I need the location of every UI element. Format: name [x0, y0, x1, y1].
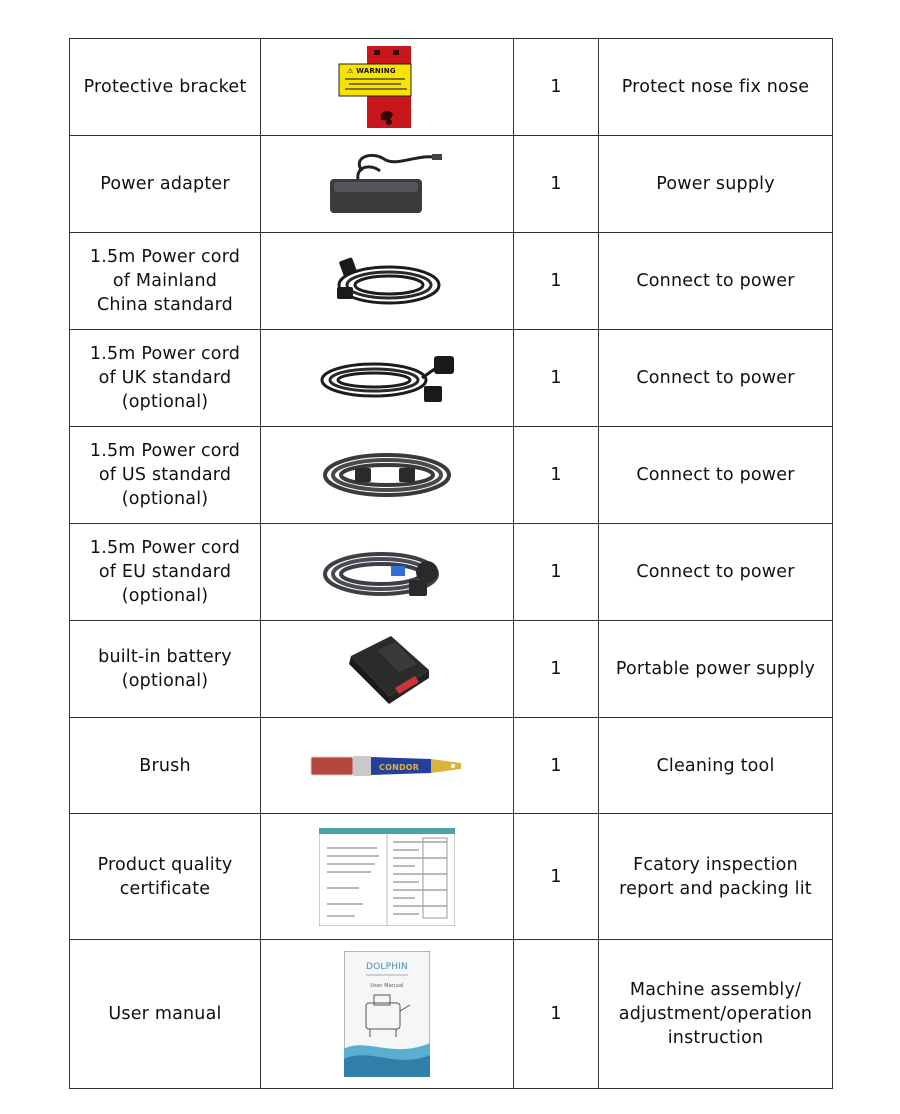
- item-quantity: 1: [514, 621, 599, 718]
- item-name: 1.5m Power cord of UK standard (optional): [70, 330, 261, 427]
- power-cord-eu-image: [317, 542, 457, 602]
- table-row: [70, 330, 833, 427]
- power-cord-china-image: [327, 251, 447, 311]
- item-use: Portable power supply: [599, 621, 833, 718]
- table-row: [70, 814, 833, 940]
- item-image-cell: [261, 39, 514, 136]
- item-quantity: 1: [514, 718, 599, 814]
- item-name: built-in battery (optional): [70, 621, 261, 718]
- item-image-cell: [261, 330, 514, 427]
- item-name: 1.5m Power cord of US standard (optional): [70, 427, 261, 524]
- table-row: [70, 524, 833, 621]
- item-name: Power adapter: [70, 136, 261, 233]
- item-name: 1.5m Power cord of EU standard (optional): [70, 524, 261, 621]
- table-row: [70, 233, 833, 330]
- protective-bracket-image: [337, 42, 437, 132]
- table-row: [70, 39, 833, 136]
- table-row: [70, 136, 833, 233]
- item-use: Connect to power: [599, 330, 833, 427]
- brush-brand-label: CONDOR: [379, 762, 420, 772]
- table-row: [70, 427, 833, 524]
- item-image-cell: [261, 814, 514, 940]
- item-name: Brush: [70, 718, 261, 814]
- item-use: Power supply: [599, 136, 833, 233]
- power-adapter-image: [322, 149, 452, 219]
- item-quantity: 1: [514, 233, 599, 330]
- item-name: Protective bracket: [70, 39, 261, 136]
- manual-subtitle: User Manual: [370, 983, 404, 989]
- item-use: Connect to power: [599, 233, 833, 330]
- item-quantity: 1: [514, 330, 599, 427]
- item-quantity: 1: [514, 136, 599, 233]
- power-cord-us-image: [317, 448, 457, 502]
- power-cord-uk-image: [312, 348, 462, 408]
- item-use: Connect to power: [599, 524, 833, 621]
- item-quantity: 1: [514, 940, 599, 1089]
- table-row: [70, 621, 833, 718]
- item-image-cell: [261, 718, 514, 814]
- item-use: Cleaning tool: [599, 718, 833, 814]
- item-use: Connect to power: [599, 427, 833, 524]
- quality-certificate-image: [319, 828, 455, 926]
- item-use: Protect nose fix nose: [599, 39, 833, 136]
- item-image-cell: [261, 621, 514, 718]
- item-use: Machine assembly/ adjustment/operation instruction: [599, 940, 833, 1089]
- user-manual-image: [344, 951, 430, 1077]
- item-quantity: 1: [514, 814, 599, 940]
- item-image-cell: [261, 233, 514, 330]
- item-name: 1.5m Power cord of Mainland China standard: [70, 233, 261, 330]
- item-quantity: 1: [514, 39, 599, 136]
- table-row: [70, 940, 833, 1089]
- packing-list-table: [69, 38, 833, 1089]
- item-quantity: 1: [514, 427, 599, 524]
- manual-title: DOLPHIN: [365, 962, 409, 972]
- item-image-cell: [261, 427, 514, 524]
- warning-label-title: ⚠ WARNING: [347, 67, 396, 75]
- item-name: User manual: [70, 940, 261, 1089]
- item-quantity: 1: [514, 524, 599, 621]
- item-use: Fcatory inspection report and packing lit: [599, 814, 833, 940]
- item-name: Product quality certificate: [70, 814, 261, 940]
- brush-image: [307, 751, 467, 781]
- item-image-cell: [261, 136, 514, 233]
- table-row: [70, 718, 833, 814]
- built-in-battery-image: [337, 630, 437, 708]
- item-image-cell: [261, 940, 514, 1089]
- item-image-cell: [261, 524, 514, 621]
